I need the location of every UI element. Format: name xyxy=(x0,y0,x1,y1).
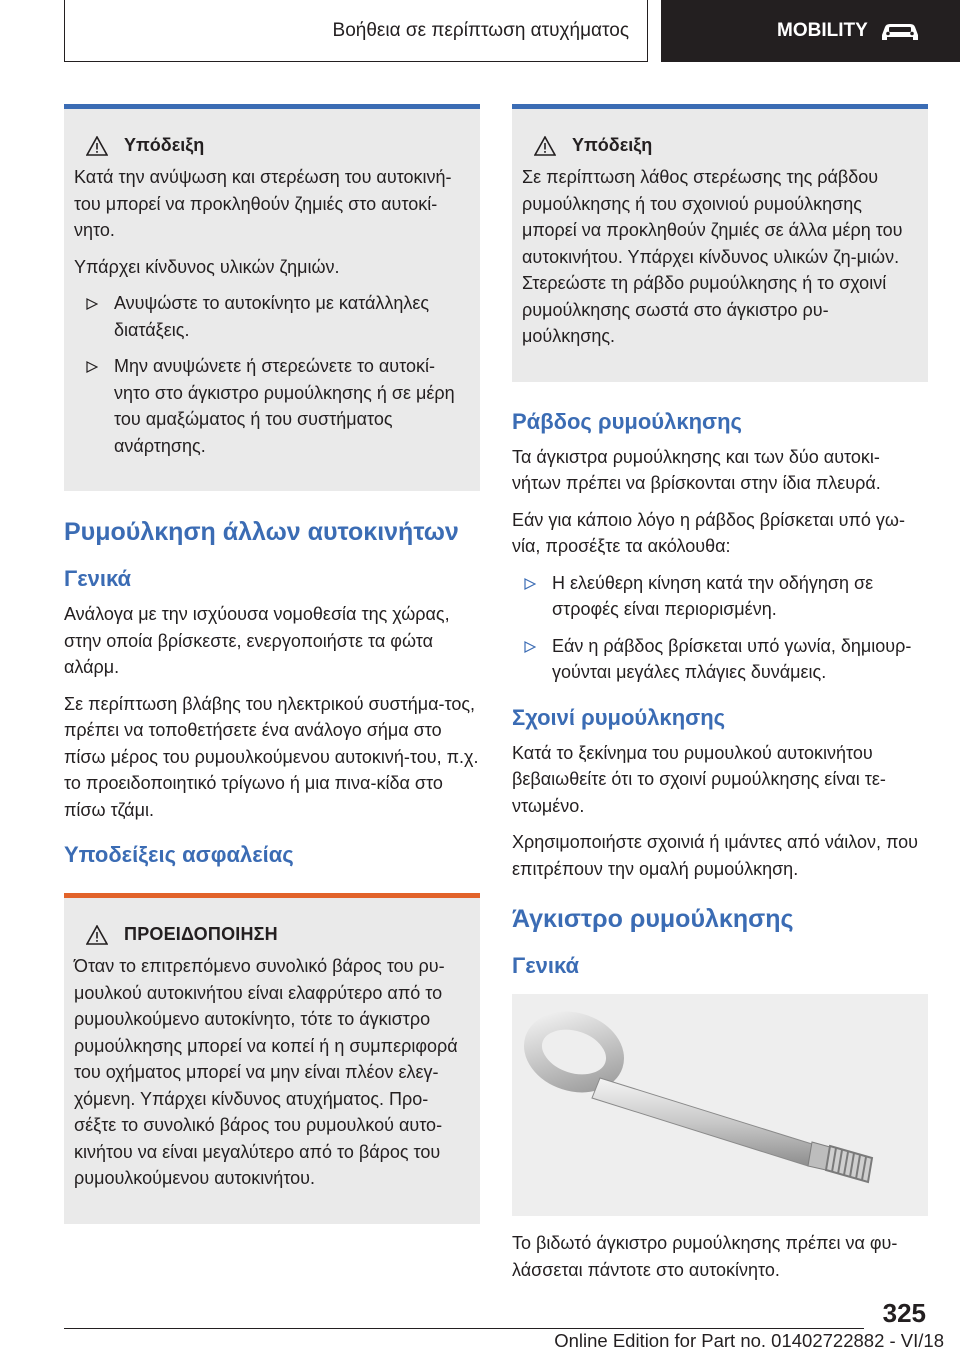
body-paragraph: Χρησιμοποιήστε σχοινιά ή ιμάντες από νάιλον, που επιτρέπουν την ομαλή ρυμούλκηση. xyxy=(512,832,919,879)
footer-edition: Online Edition for Part no. 01402722882 - VI/18 xyxy=(554,1330,944,1351)
notice-title xyxy=(74,135,470,156)
list-item xyxy=(512,570,928,623)
body-paragraph: Κατά το ξεκίνημα του ρυμουλκού αυτοκινήτου βεβαιωθείτε ότι το σχοινί ρυμούλκησης είναι τε‐ντωμένο. xyxy=(512,742,886,816)
subsection-heading: Υποδείξεις ασφαλείας xyxy=(64,842,294,867)
notice-paragraph: Σε περίπτωση λάθος στερέωσης της ράβδου ρυμούλκησης ή του σχοινιού ρυμούλκησης μπορεί να προκληθούν ζημιές σε άλλα μέρη του αυτοκινήτου. Υπάρχει κίνδυνος υλικών ζη‐μιών. Στερεώστε τη ράβδο ρυμούλκησης ή το σχοινί ρυμούλκησης σωστά στο άγκιστρο ρυ‐μούλκησης. xyxy=(522,167,903,346)
notice-paragraph: Κατά την ανύψωση και στερέωση του αυτοκινή‐του μπορεί να προκληθούν ζημιές στο αυτοκί‐νητο. xyxy=(74,167,452,240)
page-number: 325 xyxy=(882,1298,926,1328)
tow-hook-image xyxy=(512,994,928,1216)
warning-triangle-icon xyxy=(86,925,108,945)
category-label: MOBILITY xyxy=(777,20,868,41)
warning-title xyxy=(74,924,470,945)
warning-triangle-icon xyxy=(534,136,556,156)
list-item-text: Η ελεύθερη κίνηση κατά την οδήγηση σε στροφές είναι περιορισμένη. xyxy=(552,572,874,619)
section-heading: Ρυμούλκηση άλλων αυτοκινήτων xyxy=(64,518,459,546)
header-category xyxy=(661,0,960,62)
arrow-bullet-icon xyxy=(86,298,98,310)
notice-bullet-list xyxy=(74,290,470,459)
warning-box xyxy=(64,893,480,1224)
subsection-heading: Γενικά xyxy=(64,566,132,591)
notice-paragraph: Υπάρχει κίνδυνος υλικών ζημιών. xyxy=(74,256,340,277)
body-paragraph: Σε περίπτωση βλάβης του ηλεκτρικού συστήμα‐τος, πρέπει να τοποθετήσετε ένα ανάλογο σήμα στο πίσω μέρος του ρυμουλκούμενου αυτοκινή‐του, π.χ. το προειδοποιητικό τρίγωνο ή μια πινα‐κίδα στο πίσω τζάμι. xyxy=(64,693,479,820)
arrow-bullet-icon xyxy=(86,361,98,373)
subsection-heading: Γενικά xyxy=(512,953,580,978)
footer-divider xyxy=(64,1328,864,1329)
body-paragraph: Το βιδωτό άγκιστρο ρυμούλκησης πρέπει να φυ‐λάσσεται πάντοτε στο αυτοκίνητο. xyxy=(512,1233,898,1280)
notice-title-text: Υπόδειξη xyxy=(572,135,653,155)
header-section-title xyxy=(64,0,648,62)
notice-box xyxy=(64,104,480,491)
list-item-text: Μην ανυψώνετε ή στερεώνετε το αυτοκί‐νητο στο άγκιστρο ρυμούλκησης ή σε μέρη του αμαξώματος ή του συστήματος ανάρτησης. xyxy=(114,356,455,456)
warning-title-text: ΠΡΟΕΙΔΟΠΟΙΗΣΗ xyxy=(124,924,278,944)
warning-paragraph: Όταν το επιτρεπόμενο συνολικό βάρος του ρυ‐μουλκού αυτοκινήτου είναι ελαφρύτερο από το ρυμουλκούμενο αυτοκίνητο, τότε το άγκιστρο ρυμούλκησης μπορεί να κοπεί ή η συμπεριφορά του οχήματος μπορεί να μην είναι πλέον ελεγ‐χόμενη. Υπάρχει κίνδυνος ατυχήματος. Προ‐σέξτε το συνολικό βάρος του ρυμουλκού αυτο‐κινήτου να είναι μεγαλύτερο από το βάρος του ρυμουλκούμενου αυτοκινήτου. xyxy=(74,956,458,1188)
list-item xyxy=(74,290,470,343)
arrow-bullet-icon xyxy=(524,641,536,653)
left-column xyxy=(64,104,480,1224)
list-item-text: Ανυψώστε το αυτοκίνητο με κατάλληλες διατάξεις. xyxy=(114,293,430,340)
car-icon xyxy=(878,19,922,43)
body-paragraph: Τα άγκιστρα ρυμούλκησης και των δύο αυτοκι‐νήτων πρέπει να βρίσκονται στην ίδια πλευρά. xyxy=(512,446,881,493)
section-title: Βοήθεια σε περίπτωση ατυχήματος xyxy=(332,19,629,41)
subsection-heading: Ράβδος ρυμούλκησης xyxy=(512,408,742,434)
arrow-bullet-icon xyxy=(524,578,536,590)
notice-title xyxy=(522,135,918,156)
notice-title-text: Υπόδειξη xyxy=(124,135,205,155)
rod-bullet-list xyxy=(512,570,928,686)
warning-triangle-icon xyxy=(86,136,108,156)
right-column xyxy=(512,104,928,1293)
list-item xyxy=(74,353,470,459)
section-heading: Άγκιστρο ρυμούλκησης xyxy=(512,905,794,933)
subsection-heading: Σχοινί ρυμούλκησης xyxy=(512,704,726,730)
body-paragraph: Εάν για κάποιο λόγο η ράβδος βρίσκεται υπό γω‐νία, προσέξτε τα ακόλουθα: xyxy=(512,509,905,556)
tow-hook-figure xyxy=(512,994,928,1216)
list-item xyxy=(512,633,928,686)
body-paragraph: Ανάλογα με την ισχύουσα νομοθεσία της χώρας, στην οποία βρίσκεστε, ενεργοποιήστε τα φώτα αλάρμ. xyxy=(64,604,450,677)
notice-box xyxy=(512,104,928,382)
list-item-text: Εάν η ράβδος βρίσκεται υπό γωνία, δημιουρ‐γούνται μεγάλες πλάγιες δυνάμεις. xyxy=(552,635,912,682)
